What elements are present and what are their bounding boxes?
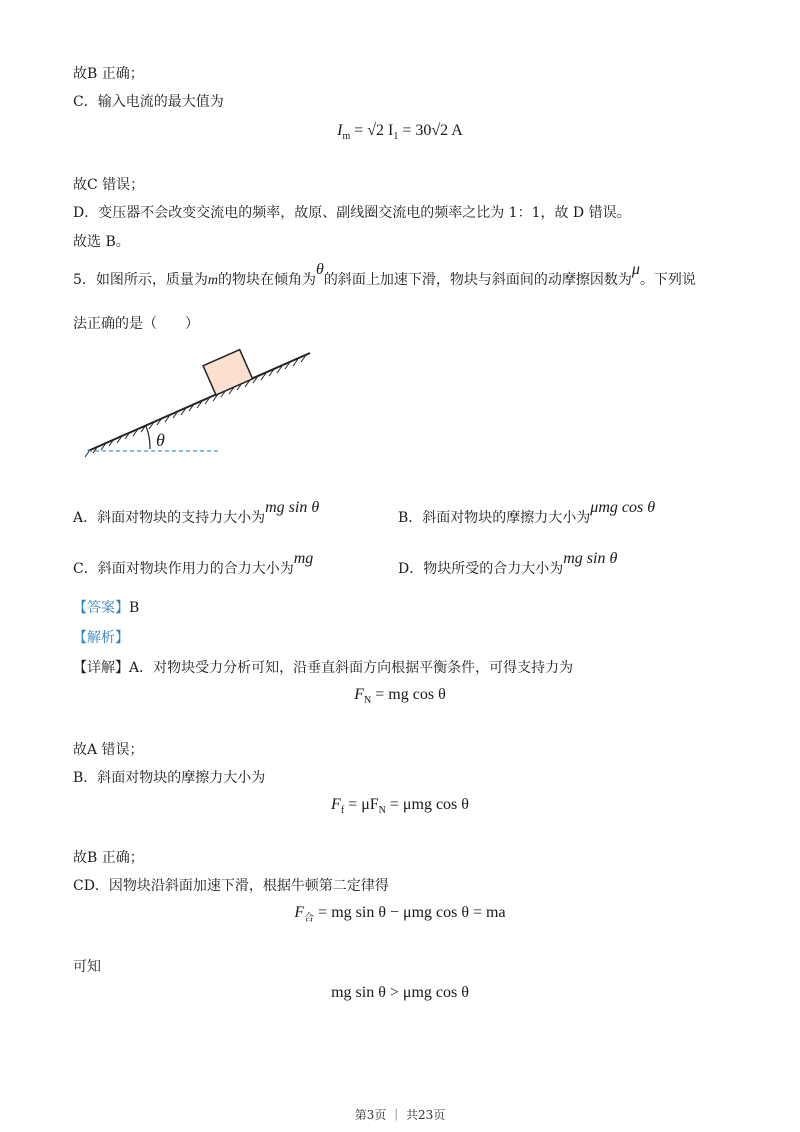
incline-figure — [80, 345, 320, 460]
text-line: CD．因物块沿斜面加速下滑，根据牛顿第二定律得 — [73, 878, 389, 894]
option-a: A．斜面对物块的支持力大小为mg sin θ — [73, 499, 320, 526]
question-stem-cont: 法正确的是（ ） — [73, 316, 199, 332]
text-line: B．斜面对物块的摩擦力大小为 — [73, 770, 266, 786]
equation-ff: $F_f = \mu F_N = \mu mg$ cos θ — [331, 796, 469, 816]
question-stem: 5．如图所示，质量为m的物块在倾角为θ的斜面上加速下滑，物块与斜面间的动摩擦因数为μ。下列说 — [73, 261, 696, 288]
analysis-label: 【解析】 — [73, 630, 129, 646]
incline-surface — [88, 353, 310, 451]
option-d: D．物块所受的合力大小为mg sin θ — [398, 550, 618, 577]
equation-fn: $F_N$ = mg cos θ — [354, 686, 446, 706]
angle-label: θ — [156, 430, 165, 450]
option-b: B．斜面对物块的摩擦力大小为μmg cos θ — [398, 499, 656, 526]
page-footer: 第3页 ｜ 共23页 — [354, 1108, 446, 1122]
answer-line: 【答案】B — [73, 600, 140, 616]
text-line: 故B 正确； — [73, 66, 144, 82]
text-line: 故C 错误； — [73, 177, 145, 193]
angle-arc — [146, 426, 150, 449]
text-line: 故选 B。 — [73, 234, 130, 250]
text-line: 故B 正确； — [73, 850, 144, 866]
text-line: 故A 错误； — [73, 742, 144, 758]
block — [203, 350, 253, 395]
text-line: D．变压器不会改变交流电的频率，故原、副线圈交流电的频率之比为 1：1，故 D 错误。 — [73, 205, 631, 221]
option-c: C．斜面对物块作用力的合力大小为mg — [73, 550, 314, 577]
equation-newton: $F_合$ = mg sin θ − μmg cos θ = ma — [294, 904, 506, 924]
equation-inequality: mg sin θ > μmg cos θ — [331, 984, 469, 1001]
text-line: C．输入电流的最大值为 — [73, 94, 224, 110]
text-line: 可知 — [73, 959, 101, 975]
detail-line: 【详解】A．对物块受力分析可知，沿垂直斜面方向根据平衡条件，可得支持力为 — [73, 660, 574, 676]
equation-im: $I_m = √2$ $I_1 = 30√2$ A — [337, 122, 463, 142]
